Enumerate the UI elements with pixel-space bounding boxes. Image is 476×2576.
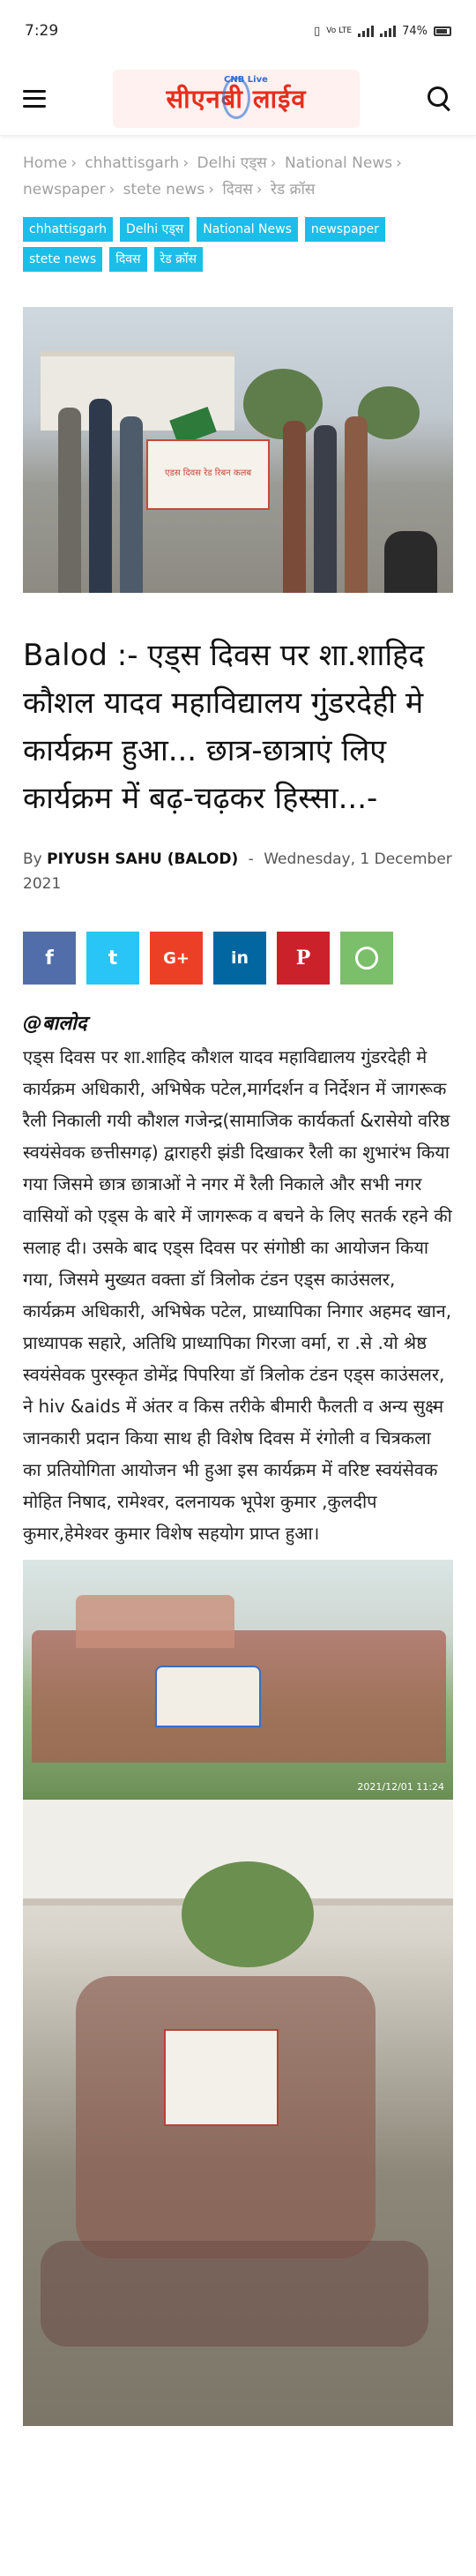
students-aerial-photo bbox=[23, 1800, 453, 2426]
breadcrumb-stete-news[interactable]: stete news bbox=[123, 181, 205, 198]
whatsapp-share-button[interactable] bbox=[340, 932, 393, 985]
photo-timestamp: 2021/12/01 11:24 bbox=[357, 1781, 444, 1793]
breadcrumb-chhattisgarh[interactable]: chhattisgarh bbox=[85, 154, 180, 172]
person bbox=[89, 399, 112, 593]
dateline-place: @बालोद bbox=[23, 1013, 87, 1035]
breadcrumb-newspaper[interactable]: newspaper bbox=[23, 181, 106, 198]
person bbox=[58, 408, 81, 593]
article-body: एड्स दिवस पर शा.शाहिद कौशल यादव महाविद्यालय गुंडरदेही मे कार्यक्रम अधिकारी, अभिषेक पटेल,मार्गदर्शन व निर्देशन में जागरूक रैली निकाली गयी कौशल गजेन्द्र(सामाजिक कार्यकर्ता &रासेयो वरिष्ठ स्वयंसेवक छत्तीसगढ़) द्वाराहरी झंडी दिखाकर रैली का शुभारंभ किया गया जिसमे छात्र छात्राओं ने नगर में रैली निकाले और सभी नगर वासियों को एड्स के बारे में जागरूक व बचने के लिए सतर्क रहने की सलाह दी। उसके बाद एड्स दिवस पर संगोष्ठी का आयोजन किया गया, जिसमे मुख्यत वक्ता डॉ त्रिलोक टंडन एड्स काउंसलर, कार्यक्रम अधिकारी, अभिषेक पटेल, प्राध्यापिका निगार अहमद खान, प्राध्यापक सहारे, अतिथि प्राध्यापिका गिरजा वर्मा, रा .से .यो श्रेष्ठ स्वयंसेवक पुरस्कृत डोमेंद्र पिपरिया डॉ त्रिलोक टंडन एड्स काउंसलर, ने hiv &aids में अंतर व किस तरीके बीमारी फैलती व अन्य सुक्ष्म जानकारी प्रदान किया साथ ही विशेष दिवस में रंगोली व चित्रकला का प्रतियोगिता आयोजन भी हुआ इस कार्यक्रम में वरिष्ट स्वयंसेवक मोहित निषाद, रामेश्वर, दलनायक भूपेश कुमार ,कुलदीप कुमार,हेमेश्वर कुमार विशेष सहयोग प्राप्त हुआ। bbox=[23, 1046, 452, 1544]
placard bbox=[155, 1666, 261, 1727]
googleplus-icon: G+ bbox=[163, 948, 190, 968]
article-byline: By PIYUSH SAHU (BALOD) - Wednesday, 1 December 2021 bbox=[23, 850, 452, 893]
linkedin-share-button[interactable] bbox=[213, 932, 266, 985]
crowd bbox=[41, 2241, 428, 2347]
article-title: Balod :- एड्स दिवस पर शा.शाहिद कौशल यादव महाविद्यालय गुंडरदेही मे कार्यक्रम हुआ... छात्र-छात्राएं लिए कार्यक्रम में बढ़-चढ़कर हिस्सा...- bbox=[23, 638, 425, 816]
status-icons bbox=[314, 25, 451, 38]
site-logo[interactable] bbox=[113, 70, 360, 128]
twitter-icon: t bbox=[108, 947, 118, 970]
status-bar bbox=[0, 0, 476, 62]
placard bbox=[164, 2029, 279, 2126]
site-header bbox=[0, 62, 476, 136]
vibrate-icon: ▯ bbox=[314, 24, 321, 38]
signal-2-icon bbox=[380, 25, 396, 37]
motorbike bbox=[384, 531, 437, 593]
linkedin-icon: in bbox=[230, 948, 249, 968]
breadcrumb: Home › chhattisgarh › Delhi एड्स › National News › newspaper › stete news › दिवस › रेड क्रॉस bbox=[23, 154, 402, 198]
tag-stete-news[interactable]: stete news bbox=[23, 247, 102, 272]
pinterest-icon: P bbox=[295, 947, 311, 970]
byline-by: By bbox=[23, 850, 42, 868]
person bbox=[120, 416, 143, 593]
tag-delhi[interactable]: Delhi एड्स bbox=[120, 217, 190, 242]
facebook-share-button[interactable] bbox=[23, 932, 76, 985]
person bbox=[345, 416, 368, 593]
crowd bbox=[76, 1595, 234, 1648]
battery-percent: 74% bbox=[402, 24, 428, 38]
breadcrumb-delhi[interactable]: Delhi एड्स bbox=[197, 154, 267, 172]
whatsapp-icon bbox=[355, 947, 378, 970]
person bbox=[283, 421, 306, 593]
twitter-share-button[interactable] bbox=[86, 932, 139, 985]
breadcrumb-national-news[interactable]: National News bbox=[284, 154, 393, 172]
signal-icon bbox=[358, 25, 374, 37]
logo-text: सीएनबी लाईव bbox=[166, 84, 307, 114]
facebook-icon: f bbox=[45, 947, 54, 970]
breadcrumb-red-cross[interactable]: रेड क्रॉस bbox=[271, 181, 316, 198]
volte-icon: Vo LTE bbox=[326, 26, 353, 35]
rally-banner: एडस दिवस रेड रिबन कलब bbox=[146, 439, 270, 510]
googleplus-share-button[interactable] bbox=[150, 932, 203, 985]
rally-group-photo bbox=[23, 1560, 453, 1800]
tag-list bbox=[0, 203, 476, 272]
featured-image bbox=[23, 307, 453, 593]
menu-icon[interactable] bbox=[21, 87, 48, 110]
breadcrumb-home[interactable]: Home bbox=[23, 154, 68, 172]
logo-badge-label: CNB Live bbox=[224, 74, 268, 85]
status-time: 7:29 bbox=[25, 22, 59, 40]
person bbox=[314, 425, 337, 593]
author-name[interactable]: PIYUSH SAHU (BALOD) bbox=[47, 850, 239, 868]
palm-tree bbox=[182, 1861, 314, 1967]
tag-chhattisgarh[interactable]: chhattisgarh bbox=[23, 217, 113, 242]
pinterest-share-button[interactable] bbox=[277, 932, 330, 985]
tag-newspaper[interactable]: newspaper bbox=[305, 217, 385, 242]
tag-diwas[interactable]: दिवस bbox=[109, 247, 146, 272]
breadcrumb-diwas[interactable]: दिवस bbox=[222, 181, 253, 198]
tag-red-cross[interactable]: रेड क्रॉस bbox=[154, 247, 204, 272]
share-bar bbox=[0, 896, 476, 985]
tag-national-news[interactable]: National News bbox=[197, 217, 298, 242]
battery-icon bbox=[434, 26, 451, 36]
publish-date: Wednesday, 1 December 2021 bbox=[23, 850, 452, 893]
search-icon[interactable] bbox=[425, 84, 455, 114]
